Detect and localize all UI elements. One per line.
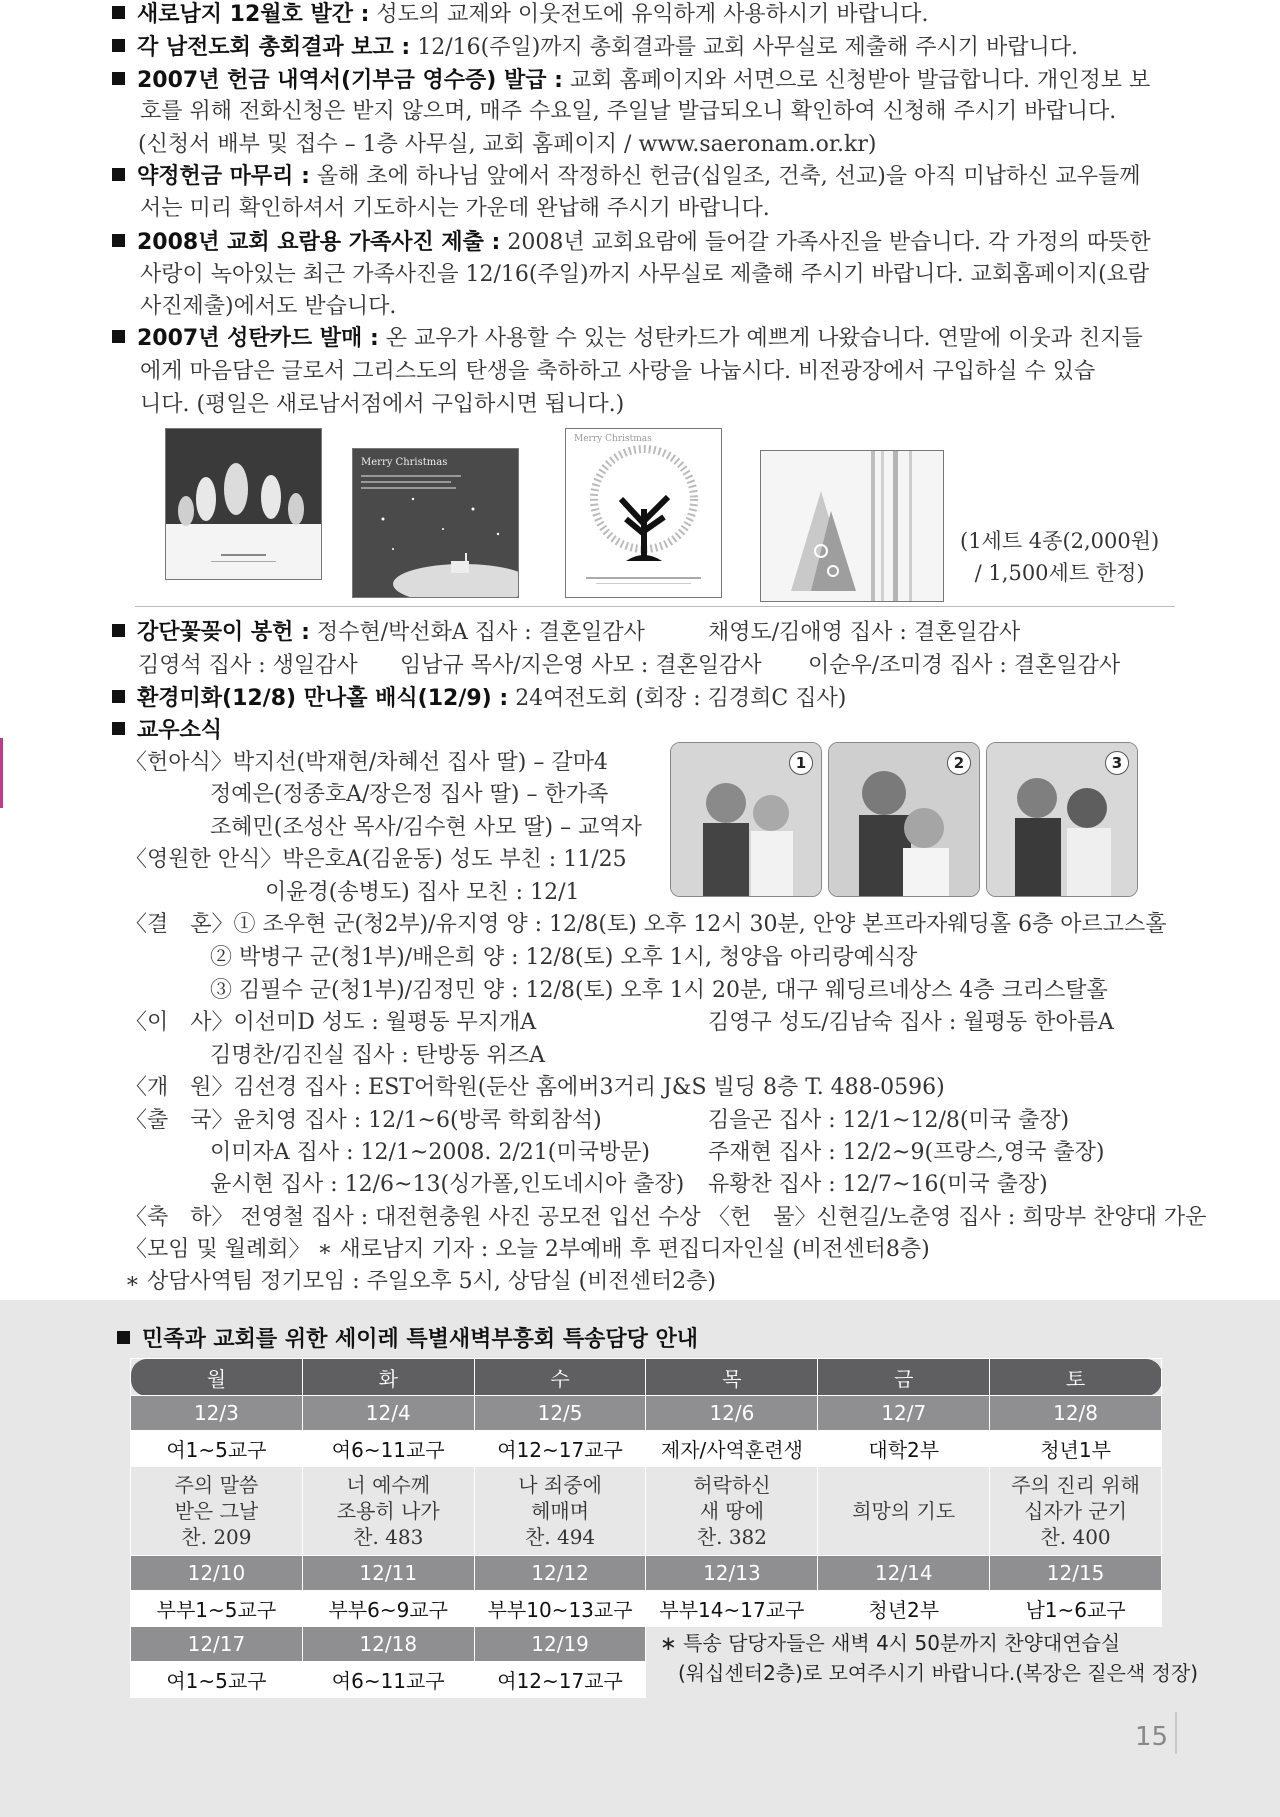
announcement-5-line2: 사랑이 녹아있는 최근 가족사진을 12/16(주일)까지 사무실로 제출해 주시기 바랍니다. 교회홈페이지(요람 [140, 262, 1150, 287]
news-line: 정예은(정종호A/장은정 집사 딸) – 한가족 [210, 782, 609, 807]
photo-badge: 3 [1105, 751, 1129, 775]
date-cell: 12/4 [302, 1396, 474, 1431]
card-abstract-tree-image [760, 450, 944, 602]
flowers-line1: 강단꽃꽂이 봉헌 : 정수현/박선화A 집사 : 결혼일감사 [112, 618, 645, 648]
news-line: 윤시현 집사 : 12/6~13(싱가폴,인도네시아 출장) [210, 1172, 685, 1197]
announcement-3-line2: 호를 위해 전화신청은 받지 않으며, 매주 수요일, 주일날 발급되오니 확인하여 신청해 주시기 바랍니다. [140, 99, 1117, 124]
flowers-line2b: 임남규 목사/지은영 사모 : 결혼일감사 [400, 653, 762, 678]
hymn-cell: 주의 진리 위해 십자가 군기 찬. 400 [990, 1467, 1162, 1556]
page-number-bar [1175, 1712, 1177, 1754]
hymn-cell: 너 예수께 조용히 나가 찬. 483 [302, 1467, 474, 1556]
square-bullet-icon [112, 234, 125, 247]
group-cell: 청년2부 [818, 1591, 990, 1627]
date-cell: 12/13 [646, 1556, 818, 1591]
date-cell: 12/7 [818, 1396, 990, 1431]
group-cell: 부부6~9교구 [302, 1591, 474, 1627]
news-line: 〈축 하〉 전영철 집사 : 대전현충원 사진 공모전 입선 수상 [125, 1205, 701, 1230]
date-cell: 12/14 [818, 1556, 990, 1591]
group-cell: 여6~11교구 [302, 1662, 474, 1698]
square-bullet-icon [112, 722, 125, 735]
schedule-note-line2: (워십센터2층)로 모여주시기 바랍니다.(복장은 짙은색 정장) [678, 1661, 1199, 1685]
square-bullet-icon [112, 330, 125, 343]
news-line: 〈헌 물〉신현길/노춘영 집사 : 희망부 찬양대 가운 [708, 1205, 1207, 1230]
announcement-4-line2: 서는 미리 확인하셔서 기도하시는 가운데 완납해 주시기 바랍니다. [140, 196, 770, 221]
wedding-photo-1 [670, 742, 822, 897]
news-line: 〈결 혼〉① 조우현 군(청2부)/유지영 양 : 12/8(토) 오후 12시 30분, 안양 본프라자웨딩홀 6층 아르고스홀 [125, 912, 1167, 937]
news-line: 주재현 집사 : 12/2~9(프랑스,영국 출장) [708, 1140, 1105, 1165]
group-cell: 청년1부 [990, 1431, 1162, 1467]
day-cell: 토 [990, 1359, 1162, 1396]
hymn-row [131, 1467, 1162, 1556]
date-row [131, 1556, 1162, 1591]
square-bullet-icon [112, 72, 125, 85]
wedding-photo-3 [986, 742, 1138, 897]
announcement-5-line3: 사진제출)에서도 받습니다. [140, 294, 397, 319]
square-bullet-icon [112, 624, 125, 637]
hymn-cell: 허락하신 새 땅에 찬. 382 [646, 1467, 818, 1556]
square-bullet-icon [117, 1331, 130, 1344]
news-line: 〈모임 및 월례회〉 ∗ 새로남지 기자 : 오늘 2부예배 후 편집디자인실 (비전센터8층) [125, 1237, 930, 1262]
news-line: 유황찬 집사 : 12/7~16(미국 출장) [708, 1172, 1048, 1197]
news-line: 〈개 원〉김선경 집사 : EST어학원(둔산 홈에버3거리 J&S 빌딩 8층 T. 488-0596) [125, 1075, 945, 1100]
news-line: 조혜민(조성산 목사/김수현 사모 딸) – 교역자 [210, 815, 642, 840]
hymn-cell: 희망의 기도 [818, 1467, 990, 1556]
section-divider [135, 606, 1175, 607]
square-bullet-icon [112, 168, 125, 181]
wedding-photos [670, 742, 1136, 897]
schedule-note-line1: ∗ 특송 담당자들은 새벽 4시 50분까지 찬양대연습실 [660, 1631, 1121, 1655]
news-line: 이미자A 집사 : 12/1~2008. 2/21(미국방문) [210, 1140, 650, 1165]
news-line: 김명찬/김진실 집사 : 탄방동 위즈A [210, 1043, 545, 1068]
date-cell: 12/17 [131, 1627, 303, 1662]
card3-caption: Merry Christmas [574, 434, 652, 444]
news-line: ③ 김필수 군(청1부)/김정민 양 : 12/8(토) 오후 1시 20분, 대구 웨딩르네상스 4층 크리스탈홀 [210, 978, 1108, 1003]
card2-caption: Merry Christmas [361, 457, 448, 468]
nativity-scene-icon [166, 429, 321, 579]
square-bullet-icon [112, 6, 125, 19]
wedding-photo-2 [828, 742, 980, 897]
announcement-3: 2007년 헌금 내역서(기부금 영수증) 발급 : 교회 홈페이지와 서면으로 신청받아 발급합니다. 개인정보 보 [112, 66, 1150, 96]
day-cell: 월 [131, 1359, 303, 1396]
news-line: ② 박병구 군(청1부)/배은희 양 : 12/8(토) 오후 1시, 청양읍 아리랑예식장 [210, 945, 918, 970]
news-heading: 교우소식 [112, 716, 222, 746]
group-cell: 여12~17교구 [474, 1431, 646, 1467]
date-row [131, 1396, 1162, 1431]
card-night-image [352, 448, 519, 598]
flowers-line1b: 채영도/김애영 집사 : 결혼일감사 [708, 620, 1021, 645]
news-line: 김을곤 집사 : 12/1~12/8(미국 출장) [708, 1108, 1070, 1133]
date-cell: 12/19 [474, 1627, 646, 1662]
hymn-cell: 주의 말씀 받은 그날 찬. 209 [131, 1467, 303, 1556]
group-cell: 여1~5교구 [131, 1662, 303, 1698]
announcement-6: 2007년 성탄카드 발매 : 온 교우가 사용할 수 있는 성탄카드가 예쁘게 나왔습니다. 연말에 이웃과 친지들 [112, 324, 1143, 354]
day-cell: 목 [646, 1359, 818, 1396]
group-cell: 제자/사역훈련생 [646, 1431, 818, 1467]
schedule-title: 민족과 교회를 위한 세이레 특별새벽부흥회 특송담당 안내 [117, 1322, 698, 1353]
group-cell: 부부10~13교구 [474, 1591, 646, 1627]
day-cell: 화 [302, 1359, 474, 1396]
news-line: 〈헌아식〉박지선(박재현/차혜선 집사 딸) – 갈마4 [125, 750, 608, 775]
announcement-5: 2008년 교회 요람용 가족사진 제출 : 2008년 교회요람에 들어갈 가족사진을 받습니다. 각 가정의 따뜻한 [112, 228, 1151, 258]
announcement-2: 각 남전도회 총회결과 보고 : 12/16(주일)까지 총회결과를 교회 사무실로 제출해 주시기 바랍니다. [112, 33, 1078, 63]
news-line: 김영구 성도/김남숙 집사 : 월평동 한아름A [708, 1010, 1114, 1035]
hymn-cell: 나 죄중에 헤매며 찬. 494 [474, 1467, 646, 1556]
date-cell: 12/12 [474, 1556, 646, 1591]
group-row [131, 1431, 1162, 1467]
date-cell: 12/15 [990, 1556, 1162, 1591]
group-cell: 여6~11교구 [302, 1431, 474, 1467]
group-cell: 부부14~17교구 [646, 1591, 818, 1627]
night-village-icon [353, 449, 518, 597]
environment-line: 환경미화(12/8) 만나홀 배식(12/9) : 24여전도회 (회장 : 김경희C 집사) [112, 684, 846, 714]
day-cell: 금 [818, 1359, 990, 1396]
flowers-line2c: 이순우/조미경 집사 : 결혼일감사 [808, 653, 1121, 678]
card-price-line1: (1세트 4종(2,000원) [960, 529, 1160, 553]
announcement-3-line3: (신청서 배부 및 접수 – 1층 사무실, 교회 홈페이지 / www.saeronam.or.kr) [138, 132, 877, 157]
date-cell: 12/6 [646, 1396, 818, 1431]
schedule-section [0, 1300, 1280, 1817]
abstract-tree-icon [761, 451, 943, 601]
tree-icon [566, 429, 721, 597]
photo-badge: 1 [789, 751, 813, 775]
group-cell: 부부1~5교구 [131, 1591, 303, 1627]
news-line: 〈이 사〉이선미D 성도 : 월평동 무지개A [125, 1010, 537, 1035]
card-nativity-image [165, 428, 322, 580]
square-bullet-icon [112, 39, 125, 52]
group-cell: 대학2부 [818, 1431, 990, 1467]
date-cell: 12/8 [990, 1396, 1162, 1431]
announcement-1: 새로남지 12월호 발간 : 성도의 교제와 이웃전도에 유익하게 사용하시기 바랍니다. [112, 0, 928, 30]
date-cell: 12/10 [131, 1556, 303, 1591]
day-cell: 수 [474, 1359, 646, 1396]
flowers-line2a: 김영석 집사 : 생일감사 [138, 653, 358, 678]
card-tree-image [565, 428, 722, 598]
news-line: 〈출 국〉윤치영 집사 : 12/1~6(방콕 학회참석) [125, 1108, 602, 1133]
date-cell: 12/11 [302, 1556, 474, 1591]
announcement-6-line2: 에게 마음담은 글로서 그리스도의 탄생을 축하하고 사랑을 나눕시다. 비전광장에서 구입하실 수 있습 [140, 359, 1096, 384]
photo-badge: 2 [947, 751, 971, 775]
square-bullet-icon [112, 690, 125, 703]
schedule-note [660, 1628, 1198, 1688]
group-cell: 남1~6교구 [990, 1591, 1162, 1627]
news-line: ∗ 상담사역팀 정기모임 : 주일오후 5시, 상담실 (비전센터2층) [125, 1269, 717, 1294]
date-cell: 12/5 [474, 1396, 646, 1431]
announcement-4: 약정헌금 마무리 : 올해 초에 하나님 앞에서 작정하신 헌금(십일조, 건축, 선교)을 아직 미납하신 교우들께 [112, 162, 1141, 192]
news-line: 이윤경(송병도) 집사 모친 : 12/1 [265, 880, 580, 905]
group-row [131, 1591, 1162, 1627]
date-cell: 12/3 [131, 1396, 303, 1431]
card-price-line2: / 1,500세트 한정) [974, 561, 1145, 585]
group-cell: 여12~17교구 [474, 1662, 646, 1698]
group-cell: 여1~5교구 [131, 1431, 303, 1467]
page-number: 15 [1135, 1722, 1169, 1752]
card-price-info [960, 525, 1159, 589]
news-line: 〈영원한 안식〉박은호A(김윤동) 성도 부친 : 11/25 [125, 847, 627, 872]
date-cell: 12/18 [302, 1627, 474, 1662]
announcement-6-line3: 니다. (평일은 새로남서점에서 구입하시면 됩니다.) [140, 392, 625, 417]
day-header-row [131, 1359, 1162, 1396]
